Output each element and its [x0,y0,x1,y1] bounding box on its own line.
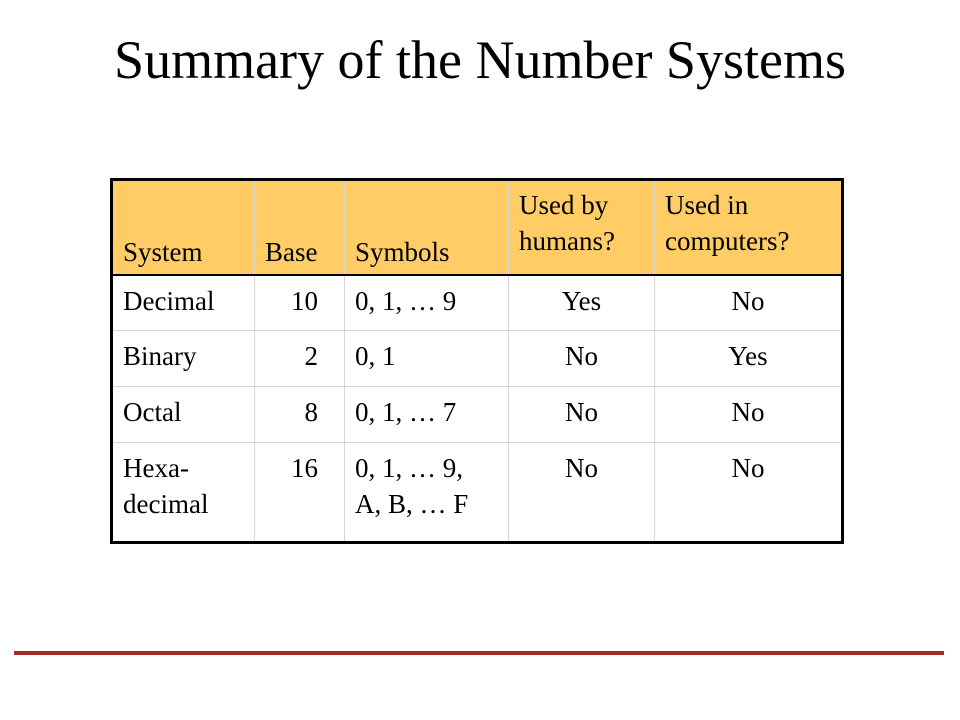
cell-used-by-humans: No [509,443,655,543]
header-system: System [112,180,255,275]
number-systems-table [110,178,844,544]
cell-base: 10 [255,275,345,331]
header-row [112,180,843,275]
slide-title: Summary of the Number Systems [114,30,846,90]
cell-used-in-computers: No [655,443,843,543]
header-used-in-computers-line1: Used in [665,190,749,220]
cell-used-by-humans: Yes [509,275,655,331]
header-used-by-humans-line2: humans? [519,226,615,256]
header-used-in-computers-line2: computers? [665,226,790,256]
cell-system [112,443,255,543]
cell-symbols-line2: A, B, … F [355,489,469,519]
cell-system: Decimal [112,275,255,331]
table-row [112,331,843,387]
table-body [112,275,843,543]
cell-used-in-computers: No [655,275,843,331]
table-row [112,443,843,543]
table-row [112,275,843,331]
cell-used-in-computers: No [655,387,843,443]
cell-base: 16 [255,443,345,543]
header-used-by-humans [509,180,655,275]
cell-system-line1: Hexa- [123,453,189,483]
bottom-divider-line [14,651,944,655]
header-symbols: Symbols [345,180,509,275]
cell-used-in-computers: Yes [655,331,843,387]
cell-system-line2: decimal [123,489,209,519]
cell-symbols [345,443,509,543]
cell-symbols: 0, 1, … 7 [345,387,509,443]
table-row [112,387,843,443]
cell-symbols: 0, 1 [345,331,509,387]
header-base: Base [255,180,345,275]
header-used-by-humans-line1: Used by [519,190,609,220]
cell-used-by-humans: No [509,331,655,387]
cell-base: 2 [255,331,345,387]
cell-system: Binary [112,331,255,387]
cell-base: 8 [255,387,345,443]
cell-symbols: 0, 1, … 9 [345,275,509,331]
cell-symbols-line1: 0, 1, … 9, [355,453,463,483]
table-header [112,180,843,275]
cell-used-by-humans: No [509,387,655,443]
cell-system: Octal [112,387,255,443]
header-used-in-computers [655,180,843,275]
